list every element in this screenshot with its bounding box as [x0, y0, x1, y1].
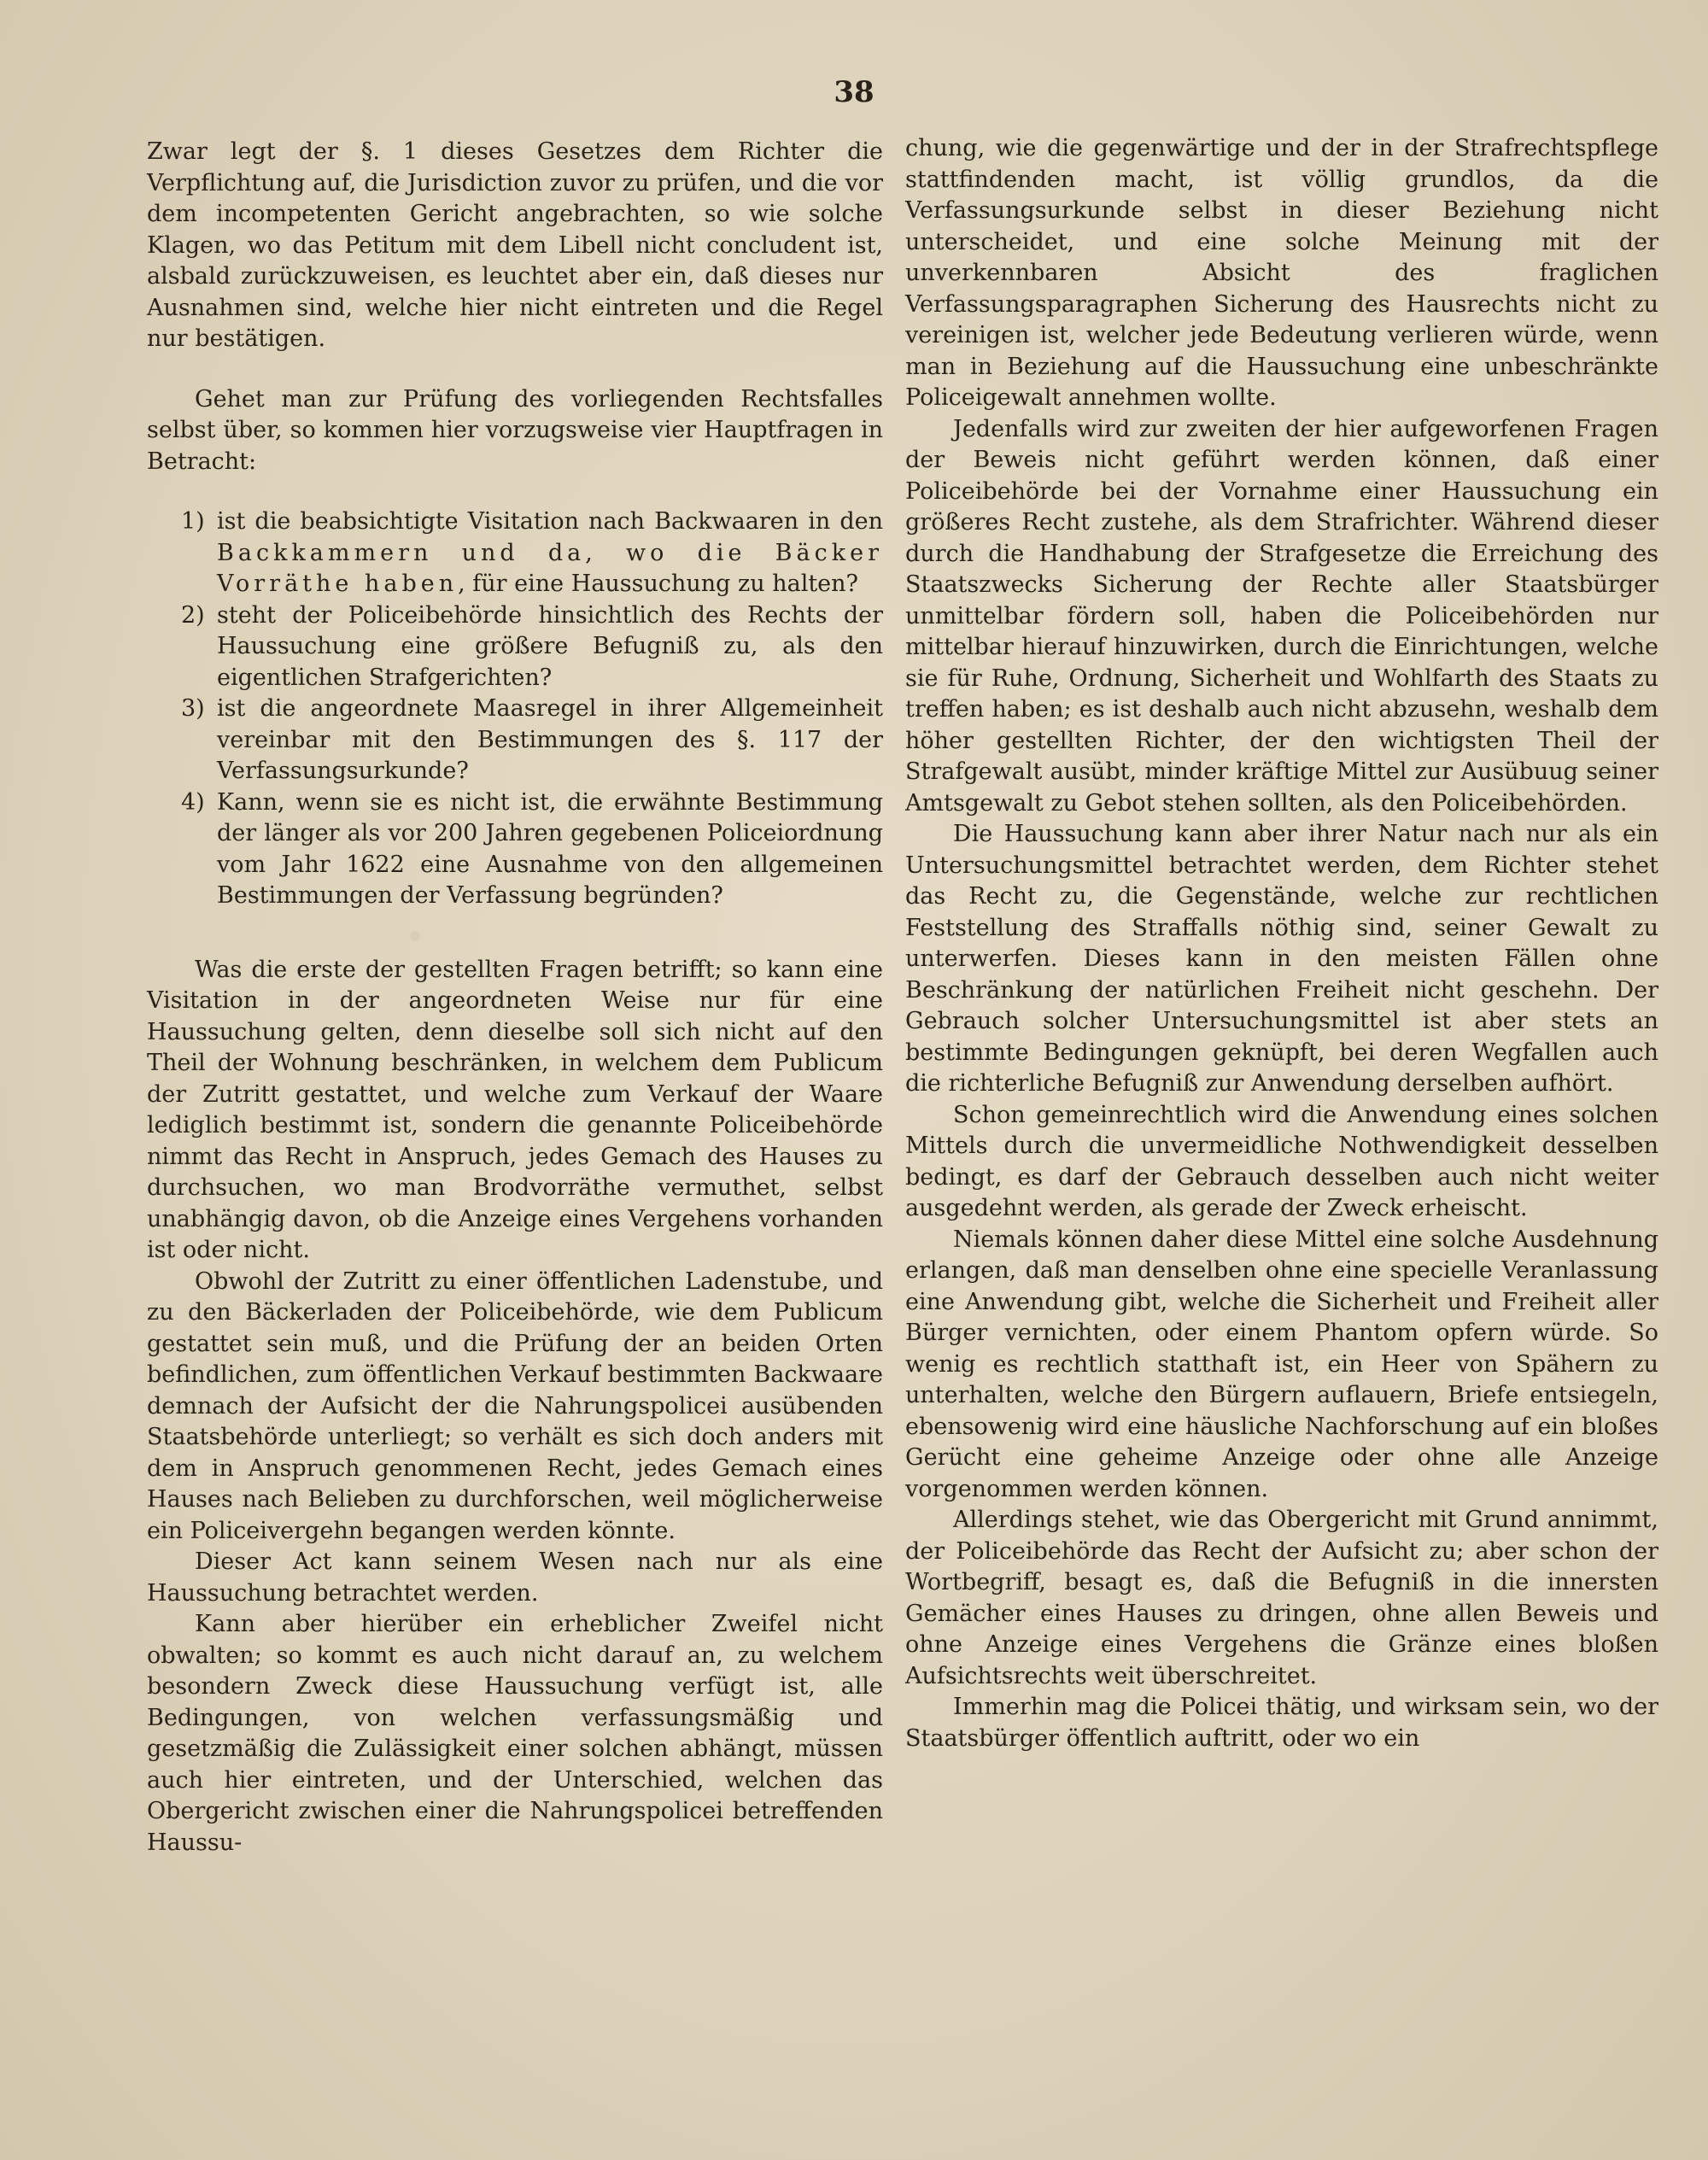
left-column — [147, 137, 883, 1859]
question-list — [147, 506, 883, 912]
paragraph: Gehet man zur Prüfung des vorliegenden Rechtsfalles selbst über, so kommen hier vorzugsweise vier Hauptfragen in Betracht: — [147, 385, 883, 475]
list-item-emphasis: Backkammern und da, wo die Bäcker Vorräthe haben — [217, 539, 883, 597]
list-item-number: 3) — [181, 695, 205, 722]
list-item-text: ist die beabsichtigte Visitation nach Backwaaren in den — [217, 508, 883, 535]
paragraph: Kann aber hierüber ein erheblicher Zweifel nicht obwalten; so kommt es auch nicht darauf an, zu welchem besondern Zweck diese Haussuchung verfügt ist, alle Bedingungen, von welchen verfassungsmäßig und gesetzmäßig die Zulässigkeit einer solchen abhängt, müssen auch hier eintreten, und der Unterschied, welchen das Obergericht zwischen einer die Nahrungspolicei betreffenden Haussu- — [147, 1611, 883, 1856]
list-item-text: , für eine Haussuchung zu halten? — [458, 571, 859, 597]
list-item — [181, 787, 883, 912]
list-item-text: Kann, wenn sie es nicht ist, die erwähnte Bestimmung der länger als vor 200 Jahren gegebenen Policeiordnung vom Jahr 1622 eine Ausnahme von den allgemeinen Bestimmungen der Verfassung begründen? — [217, 788, 883, 909]
list-item-text: ist die angeordnete Maasregel in ihrer Allgemeinheit vereinbar mit den Bestimmungen des §. 117 der Verfassungsurkunde? — [217, 695, 883, 784]
list-item-text: steht der Policeibehörde hinsichtlich des Rechts der Haussuchung eine größere Befugniß zu, als den eigentlichen Strafgerichten? — [217, 601, 883, 691]
right-column — [905, 133, 1658, 1754]
paragraph: Schon gemeinrechtlich wird die Anwendung eines solchen Mittels durch die unvermeidliche Nothwendigkeit desselben bedingt, es darf der Gebrauch desselben auch nicht weiter ausgedehnt werden, als gerade der Zweck erheischt. — [905, 1101, 1658, 1221]
paragraph: Die Haussuchung kann aber ihrer Natur nach nur als ein Untersuchungsmittel betrachtet werden, dem Richter stehet das Recht zu, die Gegenstände, welche zur rechtlichen Feststellung des Straffalls nöthig sind, seiner Gewalt zu unterwerfen. Dieses kann in den meisten Fällen ohne Beschränkung der natürlichen Freiheit nicht geschehn. Der Gebrauch solcher Untersuchungsmittel ist aber stets an bestimmte Bedingungen geknüpft, bei deren Wegfallen auch die richterliche Befugniß zur Anwendung derselben aufhört. — [905, 821, 1658, 1097]
list-item — [181, 506, 883, 600]
paragraph: chung, wie die gegenwärtige und der in der Strafrechtspflege stattfindenden macht, ist völlig grundlos, da die Verfassungsurkunde selbst in dieser Beziehung nicht unterscheidet, und eine solche Meinung mit der unverkennbaren Absicht des fraglichen Verfassungsparagraphen Sicherung des Hausrechts nicht zu vereinigen ist, welcher jede Bedeutung verlieren würde, wenn man in Beziehung auf die Haussuchung eine unbeschränkte Policeigewalt annehmen wollte. — [905, 135, 1658, 411]
page-number: 38 — [834, 75, 874, 109]
list-item-number: 4) — [181, 788, 205, 816]
paragraph: Dieser Act kann seinem Wesen nach nur als eine Haussuchung betrachtet werden. — [147, 1548, 883, 1607]
paragraph: Zwar legt der §. 1 dieses Gesetzes dem Richter die Verpflichtung auf, die Jurisdiction zuvor zu prüfen, und die vor dem incompetenten Gericht angebrachten, so wie solche Klagen, wo das Petitum mit dem Libell nicht concludent ist, alsbald zurückzuweisen, es leuchtet aber ein, daß dieses nur Ausnahmen sind, welche hier nicht eintreten und die Regel nur bestätigen. — [147, 138, 883, 352]
paragraph: Was die erste der gestellten Fragen betrifft; so kann eine Visitation in der angeordneten Weise nur für eine Haussuchung gelten, denn dieselbe soll sich nicht auf den Theil der Wohnung beschränken, in welchem dem Publicum der Zutritt gestattet, und welche zum Verkauf der Waare lediglich bestimmt ist, sondern die genannte Policeibehörde nimmt das Recht in Anspruch, jedes Gemach des Hauses zu durchsuchen, wo man Brodvorräthe vermuthet, selbst unabhängig davon, ob die Anzeige eines Vergehens vorhanden ist oder nicht. — [147, 956, 883, 1263]
list-item-number: 1) — [181, 508, 205, 535]
paragraph: Immerhin mag die Policei thätig, und wirksam sein, wo der Staatsbürger öffentlich auftritt, oder wo ein — [905, 1694, 1658, 1752]
paragraph: Allerdings stehet, wie das Obergericht mit Grund annimmt, der Policeibehörde das Recht der Aufsicht zu; aber schon der Wortbegriff, besagt es, daß die Befugniß in die innersten Gemächer eines Hauses zu dringen, ohne allen Beweis und ohne Anzeige eines Vergehens die Gränze eines bloßen Aufsichtsrechts weit überschreitet. — [905, 1507, 1658, 1689]
paragraph: Jedenfalls wird zur zweiten der hier aufgeworfenen Fragen der Beweis nicht geführt werden können, daß einer Policeibehörde bei der Vornahme einer Haussuchung ein größeres Recht zustehe, als dem Strafrichter. Während dieser durch die Handhabung der Strafgesetze die Erreichung des Staatszwecks Sicherung der Rechte aller Staatsbürger unmittelbar fördern soll, haben die Policeibehörden nur mittelbar hierauf hinzuwirken, durch die Einrichtungen, welche sie für Ruhe, Ordnung, Sicherheit und Wohlfarth des Staats zu treffen haben; es ist deshalb auch nicht abzusehn, weshalb dem höher gestellten Richter, der den wichtigsten Theil der Strafgewalt ausübt, minder kräftige Mittel zur Ausübuug seiner Amtsgewalt zu Gebot stehen sollten, als den Policeibehörden. — [905, 415, 1658, 817]
list-item-number: 2) — [181, 601, 205, 629]
list-item — [181, 600, 883, 694]
list-item — [181, 694, 883, 787]
paragraph: Obwohl der Zutritt zu einer öffentlichen Ladenstube, und zu den Bäckerladen der Policeibehörde, wie dem Publicum gestattet sein muß, und die Prüfung der an beiden Orten befindlichen, zum öffentlichen Verkauf bestimmten Backwaare demnach der Aufsicht der die Nahrungspolicei ausübenden Staatsbehörde unterliegt; so verhält es sich doch anders mit dem in Anspruch genommenen Recht, jedes Gemach eines Hauses nach Belieben zu durchforschen, weil möglicherweise ein Policeivergehn begangen werden könnte. — [147, 1267, 883, 1544]
paragraph: Niemals können daher diese Mittel eine solche Ausdehnung erlangen, daß man denselben ohne eine specielle Veranlassung eine Anwendung gibt, welche die Sicherheit und Freiheit aller Bürger vernichten, oder einem Phantom opfern würde. So wenig es rechtlich statthaft ist, ein Heer von Spähern zu unterhalten, welche den Bürgern auflauern, Briefe entsiegeln, ebensowenig wird eine häusliche Nachforschung auf ein bloßes Gerücht eine geheime Anzeige oder ohne alle Anzeige vorgenommen werden können. — [905, 1226, 1658, 1502]
